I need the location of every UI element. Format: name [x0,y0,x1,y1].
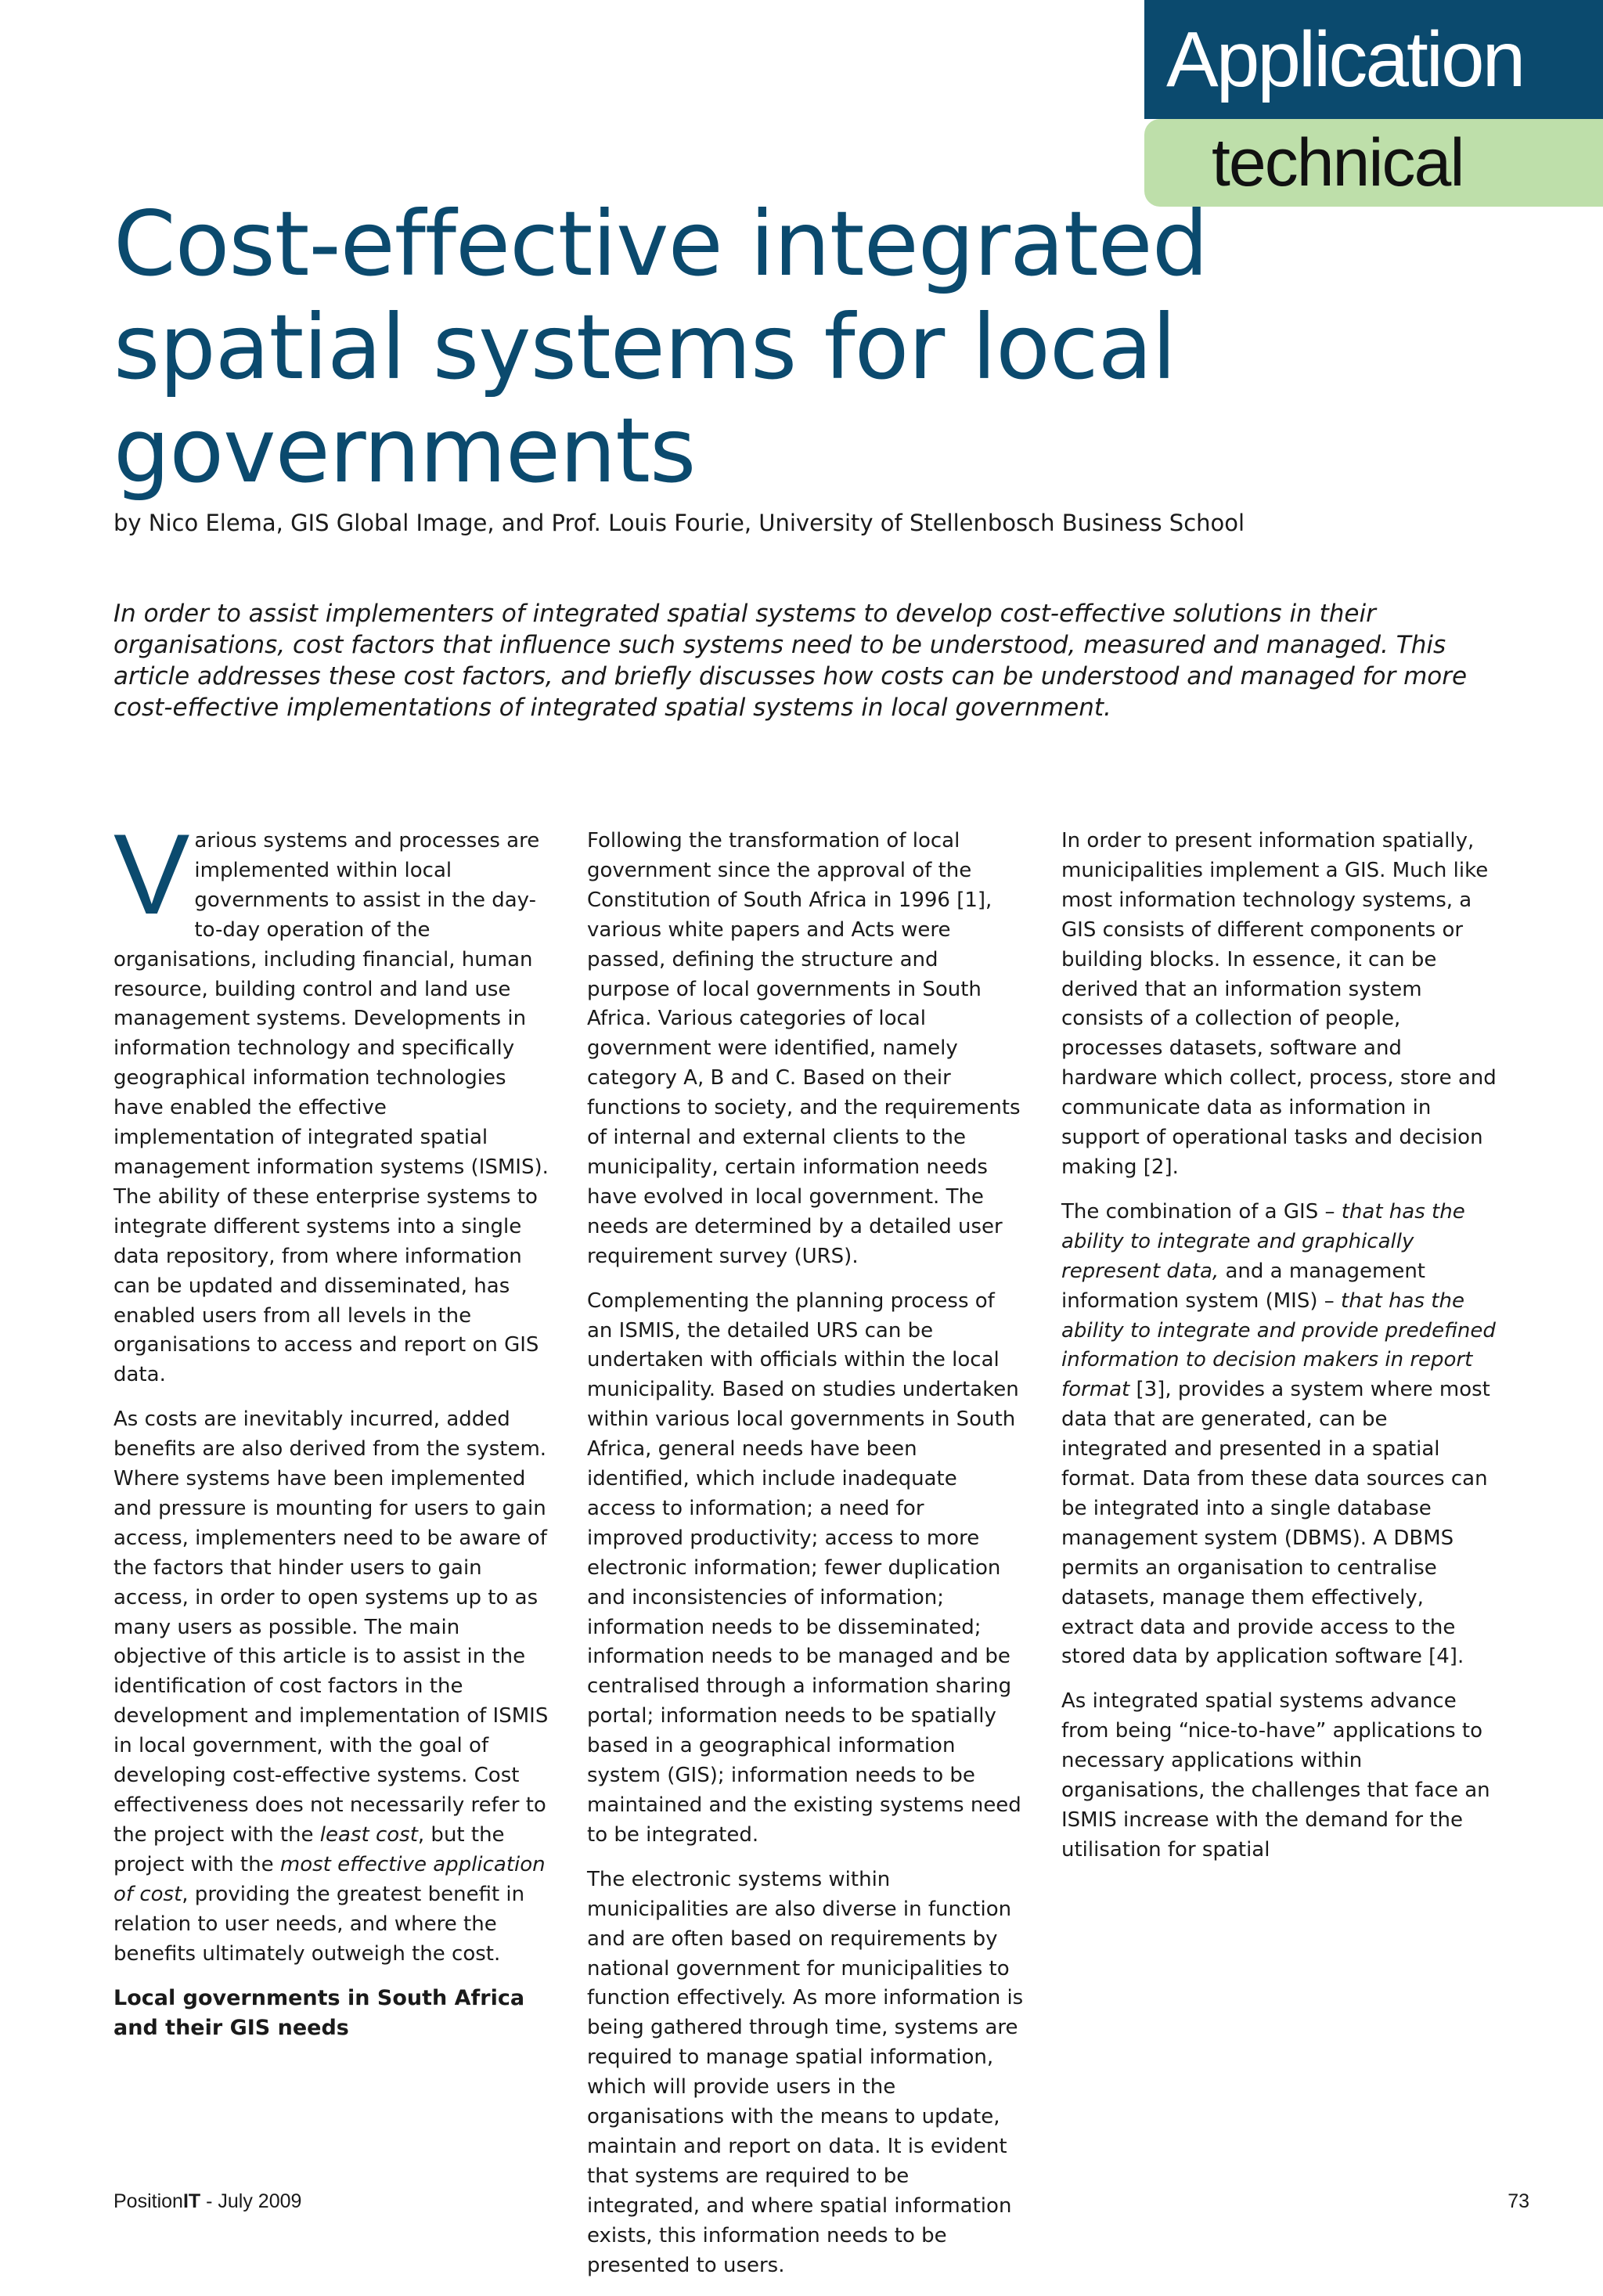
publication-name-bold: IT [182,2190,201,2212]
article-abstract: In order to assist implementers of integrated spatial systems to develop cost-effective solutions in their organisations, cost factors that influence such systems need to be understood, measured and managed. This article addresses these cost factors, and briefly discusses how costs can be understood and managed for more cost-effective implementations of integrated spatial systems in local government. [113,600,1468,722]
paragraph-text: arious systems and processes are implemented within local governments to assist in the day-to-day operation of the organisations, including financial, human resource, building control and land use management systems. Developments in information technology and specifically geographical information technologies have enabled the effective implementation of integrated spatial management information systems (ISMIS). The ability of these enterprise systems to integrate different systems into a single data repository, from where information can be updated and disseminated, has enabled users from all levels in the organisations to access and report on GIS data. [113,829,549,1387]
article-byline: by Nico Elema, GIS Global Image, and Prof. Louis Fourie, University of Stellenbosch Business School [113,510,1245,536]
body-column-2 [587,827,1025,2296]
section-tag-technical: technical [1144,119,1603,207]
body-paragraph-2 [113,1405,552,1969]
section-tag-application: Application [1144,0,1603,119]
page-number: 73 [1508,2190,1529,2212]
body-column-3 [1061,827,1500,1880]
paragraph-text: and a management information system (MIS) – [1061,1259,1425,1313]
body-paragraph-7 [1061,1198,1500,1673]
issue-date: - July 2009 [200,2190,302,2212]
paragraph-text: [3], provides a system where most data that are generated, can be integrated and presented in a spatial format. Data from these data sources can be integrated into a single database management system (DBMS). A DBMS permits an organisation to centralise datasets, manage them effectively, extract data and provide access to the stored data by application software [4]. [1061,1378,1490,1669]
drop-cap: V [113,810,190,938]
footer-publication [113,2190,301,2213]
publication-name: Position [113,2190,183,2212]
paragraph-text: , providing the greatest benefit in relation to user needs, and where the benefits ultimately outweigh the cost. [113,1882,525,1966]
body-paragraph-4: Complementing the planning process of an ISMIS, the detailed URS can be undertaken with officials within the local municipality. Based on studies undertaken within various local governments in South Africa, general needs have been identified, which include inadequate access to information; a need for improved productivity; access to more electronic information; fewer duplication and inconsistencies of information; information needs to be disseminated; information needs to be managed and be centralised through a information sharing portal; information needs to be spatially based in a geographical information system (GIS); information needs to be maintained and the existing systems need to be integrated. [587,1289,1021,1847]
body-paragraph-3: Following the transformation of local government since the approval of the Constitution of South Africa in 1996 [1], various white papers and Acts were passed, defining the structure and purpose of local governments in South Africa. Various categories of local government were identified, namely category A, B and C. Based on their functions to society, and the requirements of internal and external clients to the municipality, certain information needs have evolved in local government. The needs are determined by a detailed user requirement survey (URS). [587,829,1021,1268]
emphasis-text: that has the ability to integrate and provide predefined information to decision makers in report format [1061,1289,1496,1402]
emphasis-text: that has the ability to integrate and graphically represent data, [1061,1199,1465,1283]
paragraph-text: The combination of a GIS – [1061,1199,1342,1224]
body-paragraph-6: In order to present information spatially, municipalities implement a GIS. Much like most information technology systems, a GIS consists of different components or building blocks. In essence, it can be derived that an information system consists of a collection of people, processes datasets, software and hardware which collect, process, store and communicate data as information in support of operational tasks and decision making [2]. [1061,829,1497,1179]
body-paragraph-1 [113,810,552,1390]
body-paragraph-5: The electronic systems within municipalities are also diverse in function and are often based on requirements by national government for municipalities to function effectively. As more information is being gathered through time, systems are required to manage spatial information, which will provide users in the organisations with the means to update, maintain and report on data. It is evident that systems are required to be integrated, and where spatial information exists, this information needs to be presented to users. [587,1867,1024,2277]
emphasis-text: most effective application of cost [113,1852,546,1906]
article-title: Cost-effective integrated spatial systems for local governments [113,192,1209,503]
section-heading: Local governments in South Africa and their GIS needs [113,1986,525,2041]
paragraph-text: As costs are inevitably incurred, added benefits are also derived from the system. Where systems have been implemented and pressure is mounting for users to gain access, implementers need to be aware of the factors that hinder users to gain access, in order to open systems up to as many users as possible. The main objective of this article is to assist in the identification of cost factors in the development and implementation of ISMIS in local government, with the goal of developing cost-effective systems. Cost effectiveness does not necessarily refer to the project with the [113,1408,549,1847]
emphasis-text: least cost [319,1822,418,1847]
body-paragraph-8: As integrated spatial systems advance from being “nice-to-have” applications to necessary applications within organisations, the challenges that face an ISMIS increase with the demand for the utilisation for spatial [1061,1689,1490,1862]
body-column-1 [113,810,552,2058]
paragraph-text: , but the project with the [113,1822,505,1876]
